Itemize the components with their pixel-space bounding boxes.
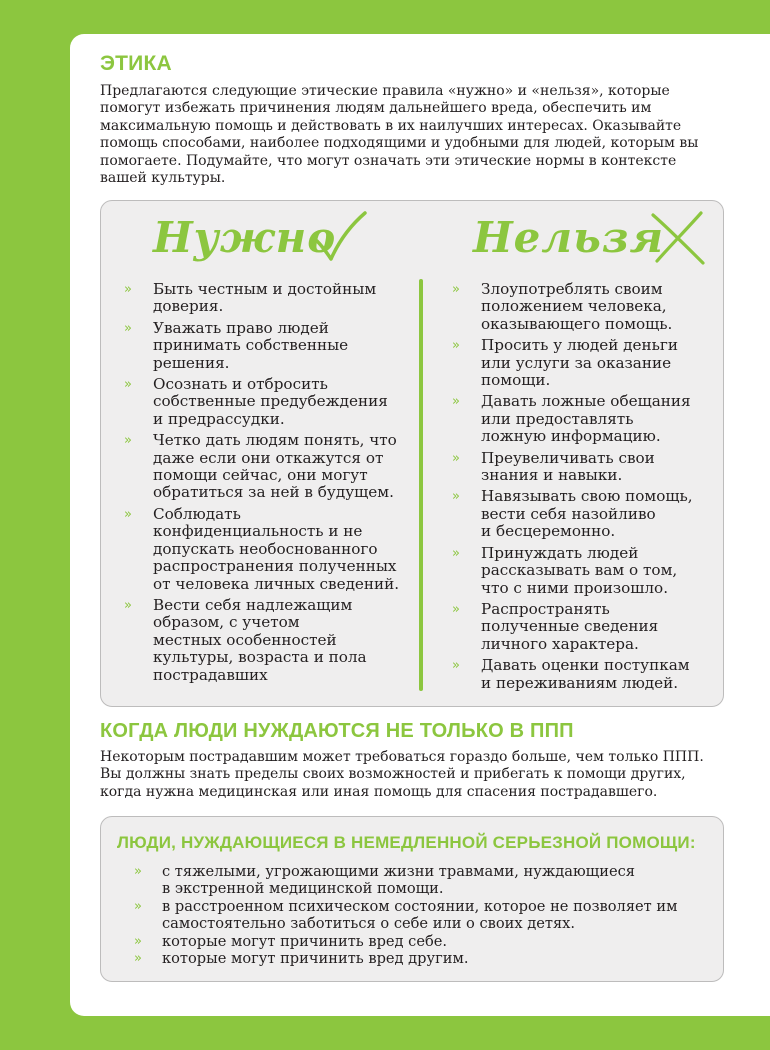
dont-item	[452, 392, 711, 446]
do-item-line: образом, с учетом	[153, 613, 300, 632]
bullet-icon: »	[452, 394, 460, 410]
dont-item	[452, 656, 711, 692]
dont-item-line: Навязывать свою помощь,	[481, 487, 693, 506]
do-dont-box	[100, 200, 724, 707]
do-item-line: местных особенностей	[153, 630, 337, 649]
dont-item-line: оказывающего помощь.	[481, 314, 673, 333]
urgent-heading: ЛЮДИ, НУЖДАЮЩИЕСЯ В НЕМЕДЛЕННОЙ СЕРЬЕЗНОЙ ПОМОЩИ:	[117, 833, 696, 852]
do-item-line: доверия.	[153, 297, 224, 316]
checkmark-icon	[313, 211, 369, 263]
urgent-item	[134, 932, 722, 950]
dont-item-line: знания и навыки.	[481, 466, 623, 485]
dont-item-line: Просить у людей деньги	[481, 336, 678, 355]
do-item-line: Быть честным и достойным	[153, 280, 377, 298]
ethics-intro-line: Предлагаются следующие этические правила «нужно» и «нельзя», которые	[100, 83, 670, 99]
beyond-text	[100, 749, 740, 801]
do-item-line: обратиться за ней в будущем.	[153, 483, 394, 502]
bullet-icon: »	[124, 506, 132, 522]
dont-item-line: помощи.	[481, 371, 551, 390]
dont-item-line: ложную информацию.	[481, 427, 661, 446]
do-item	[124, 431, 403, 502]
bullet-icon: »	[452, 545, 460, 561]
dont-item-line: и переживаниям людей.	[481, 673, 679, 692]
do-item-line: помощи сейчас, они могут	[153, 466, 368, 485]
do-item-line: собственные предубеждения	[153, 392, 388, 411]
dont-item	[452, 487, 711, 541]
do-item-line: Уважать право людей	[153, 318, 329, 337]
ethics-intro-line: помощь способами, наиболее подходящими и удобными для людей, которым вы	[100, 135, 699, 152]
dont-item-line: положением человека,	[481, 297, 667, 316]
dont-item	[452, 280, 711, 333]
ethics-intro-line: максимальную помощь и действовать в их наилучших интересах. Оказывайте	[100, 117, 682, 134]
do-item-line: распространения полученных	[153, 557, 397, 576]
dont-item	[452, 599, 711, 653]
do-item-line: конфиденциальность и не	[153, 522, 363, 541]
dont-item-line: Злоупотреблять своим	[481, 280, 663, 298]
urgent-item	[134, 897, 722, 933]
do-item-line: принимать собственные	[153, 336, 349, 355]
bullet-icon: »	[452, 658, 460, 674]
urgent-item-line: в экстренной медицинской помощи.	[162, 880, 444, 898]
do-item-line: Вести себя надлежащим	[153, 595, 353, 614]
bullet-icon: »	[452, 282, 460, 297]
do-item-line: Соблюдать	[153, 504, 241, 523]
dont-item-line: полученные сведения	[481, 617, 659, 636]
bullet-icon: »	[124, 377, 132, 393]
do-item-line: Четко дать людям понять, что	[153, 431, 397, 450]
urgent-item	[134, 950, 722, 968]
beyond-line: Некоторым пострадавшим может требоваться гораздо больше, чем только ППП.	[100, 749, 704, 765]
dont-item-line: Давать ложные обещания	[481, 392, 691, 411]
ethics-heading: ЭТИКА	[100, 52, 172, 75]
ethics-intro	[100, 83, 740, 187]
beyond-line: когда нужна медицинская или иная помощь для спасения пострадавшего.	[100, 783, 658, 800]
urgent-list	[134, 863, 722, 968]
dont-item-line: вести себя назойливо	[481, 504, 656, 523]
bullet-icon: »	[134, 933, 142, 949]
dont-item	[452, 448, 711, 485]
dont-item-line: или предоставлять	[481, 409, 634, 428]
do-item	[124, 504, 403, 593]
do-item-line: пострадавших	[153, 665, 268, 684]
beyond-line: Вы должны знать пределы своих возможностей и прибегать к помощи других,	[100, 766, 686, 783]
dont-item-line: личного характера.	[481, 634, 639, 653]
bullet-icon: »	[452, 489, 460, 505]
beyond-heading: КОГДА ЛЮДИ НУЖДАЮТСЯ НЕ ТОЛЬКО В ППП	[100, 720, 574, 742]
bullet-icon: »	[134, 864, 142, 879]
do-item-line: решения.	[153, 353, 230, 372]
urgent-box	[100, 816, 724, 982]
ethics-intro-line: вашей культуры.	[100, 170, 226, 187]
dont-list	[452, 280, 711, 696]
dont-item-line: Принуждать людей	[481, 543, 639, 562]
do-item-line: культуры, возраста и пола	[153, 648, 367, 667]
do-item	[124, 280, 403, 316]
urgent-item-line: которые могут причинить вред другим.	[162, 950, 469, 968]
dont-item-line: и бесцеремонно.	[481, 522, 616, 541]
dont-title: Нельзя	[473, 213, 665, 262]
do-item-line: даже если они откажутся от	[153, 448, 384, 467]
do-list	[124, 280, 403, 688]
do-item-line: и предрассудки.	[153, 409, 285, 428]
dont-item	[452, 336, 711, 390]
column-divider	[419, 279, 423, 691]
dont-item-line: что с ними произошло.	[481, 578, 669, 597]
urgent-item-line: которые могут причинить вред себе.	[162, 932, 448, 950]
dont-item-line: Распространять	[481, 599, 610, 618]
do-title: Нужно	[153, 213, 337, 262]
dont-item-line: рассказывать вам о том,	[481, 561, 678, 580]
bullet-icon: »	[452, 450, 460, 466]
bullet-icon: »	[452, 601, 460, 617]
bullet-icon: »	[134, 898, 142, 914]
urgent-item-line: в расстроенном психическом состоянии, которое не позволяет им	[162, 897, 678, 915]
dont-item-line: Давать оценки поступкам	[481, 656, 690, 675]
do-item-line: допускать необоснованного	[153, 539, 378, 558]
do-item	[124, 595, 403, 684]
do-item	[124, 318, 403, 372]
do-item	[124, 375, 403, 428]
bullet-icon: »	[124, 433, 132, 449]
dont-item	[452, 543, 711, 597]
urgent-item-line: с тяжелыми, угрожающими жизни травмами, нуждающиеся	[162, 863, 635, 880]
bullet-icon: »	[124, 597, 132, 613]
bullet-icon: »	[134, 951, 142, 967]
bullet-icon: »	[124, 282, 132, 297]
dont-item-line: Преувеличивать свои	[481, 448, 655, 467]
ethics-intro-line: помогаете. Подумайте, что могут означать эти этические нормы в контексте	[100, 152, 677, 169]
bullet-icon: »	[124, 320, 132, 336]
bullet-icon: »	[452, 338, 460, 354]
urgent-item-line: самостоятельно заботиться о себе или о своих детях.	[162, 915, 576, 933]
do-item-line: от человека личных сведений.	[153, 574, 400, 593]
dont-item-line: или услуги за оказание	[481, 353, 672, 372]
page	[70, 34, 770, 1016]
urgent-item	[134, 863, 722, 898]
do-item-line: Осознать и отбросить	[153, 375, 328, 394]
ethics-intro-line: помогут избежать причинения людям дальнейшего вреда, обеспечить им	[100, 100, 652, 117]
cross-icon	[649, 209, 707, 267]
